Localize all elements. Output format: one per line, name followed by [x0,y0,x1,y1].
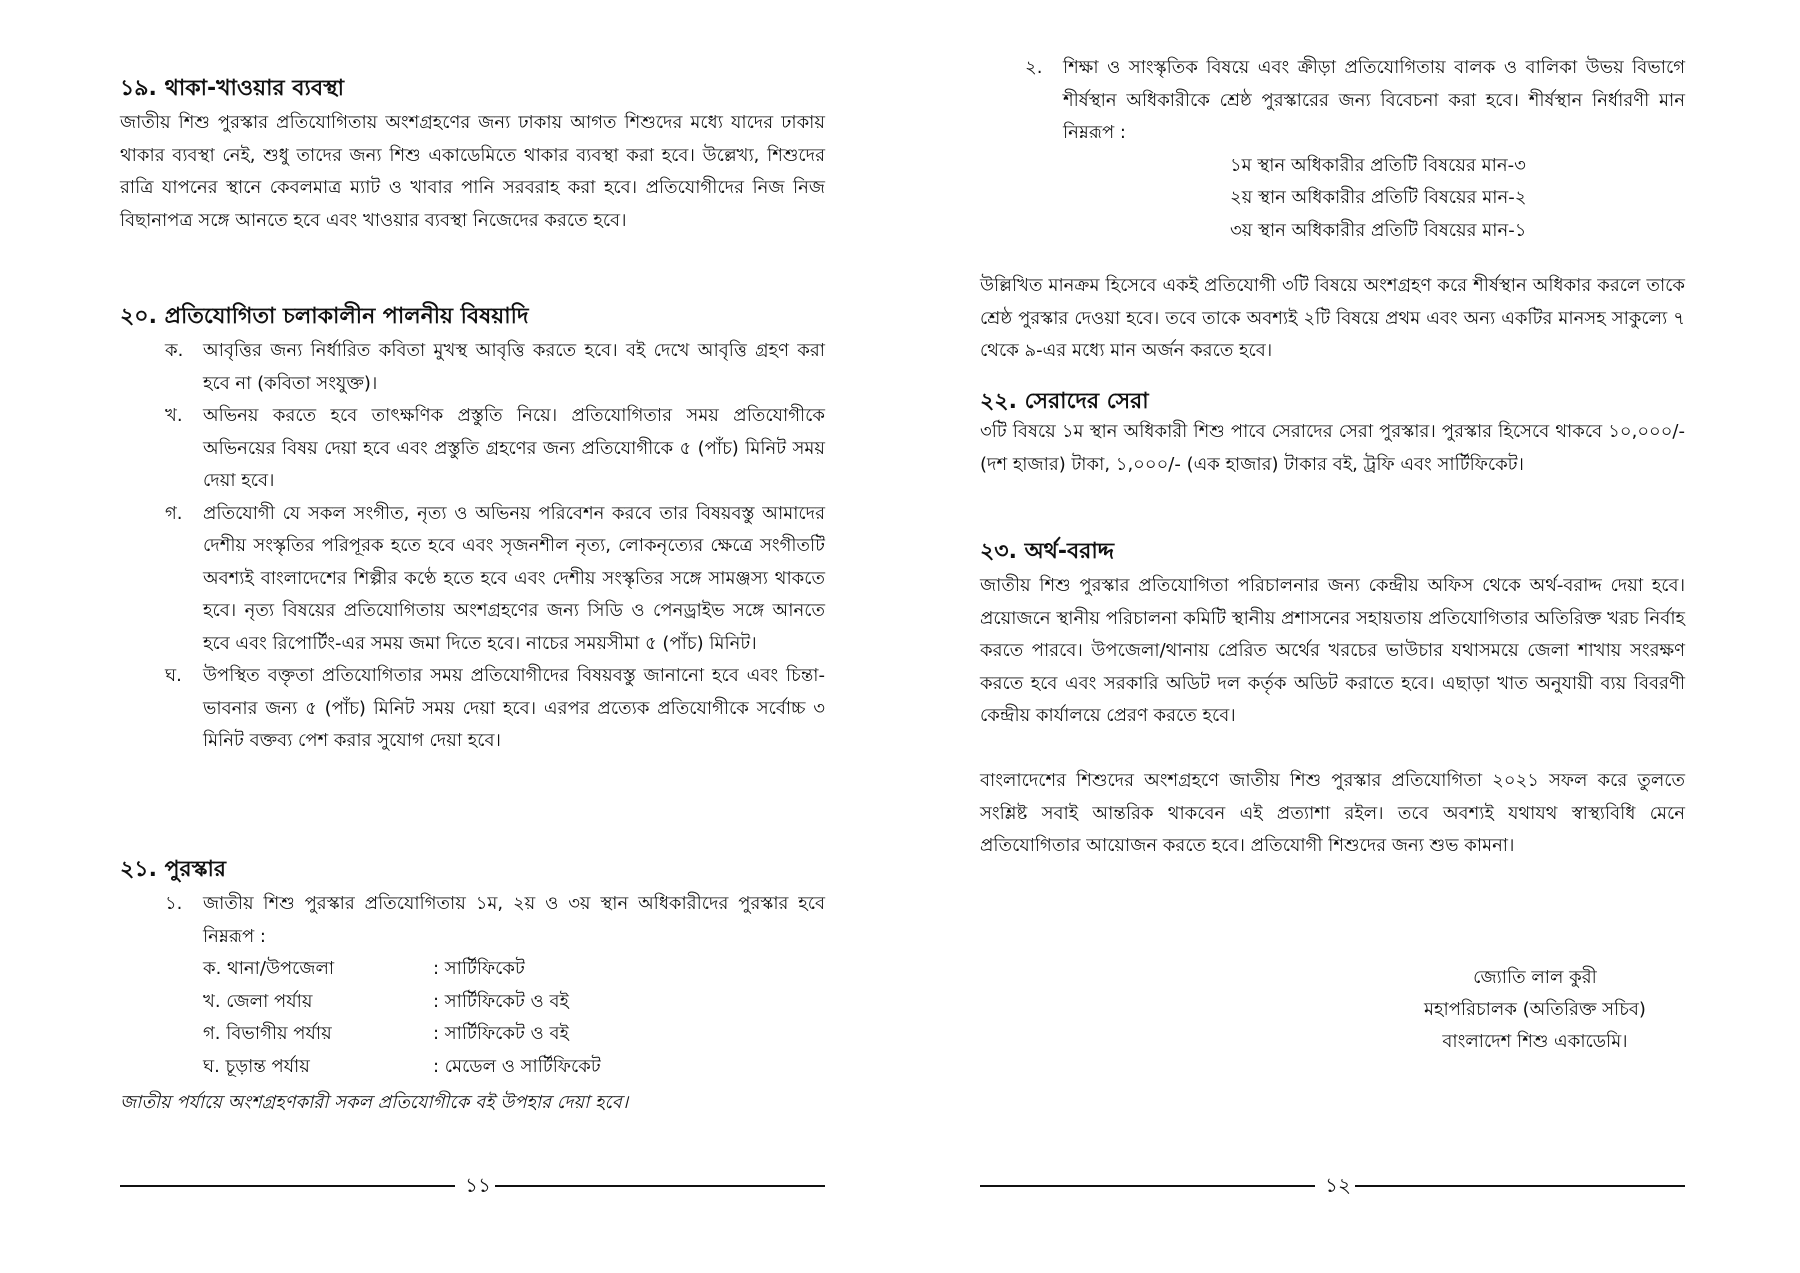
list-item [165,498,825,661]
section-21-note: জাতীয় পর্যায়ে অংশগ্রহণকারী সকল প্রতিযোগীকে বই উপহার দেয়া হবে। [120,1092,629,1113]
prize-award: : মেডেল ও সার্টিফিকেট [433,1055,601,1077]
section-22-body: ৩টি বিষয়ে ১ম স্থান অধিকারী শিশু পাবে সেরাদের সেরা পুরস্কার। পুরস্কার হিসেবে থাকবে ১০,০০০/- (দশ হাজার) টাকা, ১,০০০/- (এক হাজার) টাকার বই, ট্রফি এবং সার্টিফিকেট। [980,421,1685,475]
closing-paragraph: বাংলাদেশের শিশুদের অংশগ্রহণে জাতীয় শিশু পুরস্কার প্রতিযোগিতা ২০২১ সফল করে তুলতে সংশ্লিষ্ট সবাই আন্তরিক থাকবেন এই প্রত্যাশা রইল। তবে অবশ্যই যথাযথ স্বাস্থ্যবিধি মেনে প্রতিযোগিতার আয়োজন করতে হবে। প্রতিযোগী শিশুদের জন্য শুভ কামনা। [980,770,1685,856]
rank-value: ২য় স্থান অধিকারীর প্রতিটি বিষয়ের মান-২ [1230,187,1527,208]
item-marker: ২. [1025,57,1043,78]
item-text: অভিনয় করতে হবে তাৎক্ষণিক প্রস্তুতি নিয়ে। প্রতিযোগিতার সময় প্রতিযোগীকে অভিনয়ের বিষয় দেয়া হবে এবং প্রস্তুতি গ্রহণের জন্য প্রতিযোগীকে ৫ (পাঁচ) মিনিট সময় দেয়া হবে। [203,405,825,491]
page-footer [120,1171,825,1201]
right-page [980,0,1685,1273]
section-20-title: ২০. প্রতিযোগিতা চলাকালীন পালনীয় বিষয়াদি [120,304,529,329]
item-marker: ঘ. [165,665,182,686]
signatory-organization: বাংলাদেশ শিশু একাডেমি। [1442,1031,1628,1052]
prize-award: : সার্টিফিকেট [433,958,525,979]
item-marker: ক. [165,340,184,361]
section-21-title: ২১. পুরস্কার [120,857,226,882]
signatory-designation: মহাপরিচালক (অতিরিক্ত সচিব) [1424,999,1646,1020]
prize-level: ঘ. চূড়ান্ত পর্যায় [203,1055,310,1077]
prize-award: : সার্টিফিকেট ও বই [433,990,569,1012]
page-number: ১২ [1325,1173,1351,1197]
list-item [165,660,825,758]
left-page [120,0,825,1273]
list-item [1025,52,1685,150]
rank-value: ৩য় স্থান অধিকারীর প্রতিটি বিষয়ের মান-১ [1230,219,1527,241]
footer-rule [495,1185,825,1187]
prize-row [203,1018,825,1051]
ranking-note: উল্লিখিত মানক্রম হিসেবে একই প্রতিযোগী ৩টি বিষয়ে অংশগ্রহণ করে শীর্ষস্থান অধিকার করলে তাকে শ্রেষ্ঠ পুরস্কার দেওয়া হবে। তবে তাকে অবশ্যই ২টি বিষয়ে প্রথম এবং অন্য একটির মানসহ সাকুল্যে ৭ থেকে ৯-এর মধ্যে মান অর্জন করতে হবে। [980,275,1685,361]
prize-table [165,953,825,1083]
footer-rule [120,1185,455,1187]
section-21-list [165,888,825,1083]
list-item [165,888,825,953]
section-19-body: জাতীয় শিশু পুরস্কার প্রতিযোগিতায় অংশগ্রহণের জন্য ঢাকায় আগত শিশুদের মধ্যে যাদের ঢাকায় থাকার ব্যবস্থা নেই, শুধু তাদের জন্য শিশু একাডেমিতে থাকার ব্যবস্থা করা হবে। উল্লেখ্য, শিশুদের রাত্রি যাপনের স্থানে কেবলমাত্র ম্যাট ও খাবার পানি সরবরাহ করা হবে। প্রতিযোগীদের নিজ নিজ বিছানাপত্র সঙ্গে আনতে হবে এবং খাওয়ার ব্যবস্থা নিজেদের করতে হবে। [120,112,825,231]
section-23-body: জাতীয় শিশু পুরস্কার প্রতিযোগিতা পরিচালনার জন্য কেন্দ্রীয় অফিস থেকে অর্থ-বরাদ্দ দেয়া হবে। প্রয়োজনে স্থানীয় পরিচালনা কমিটি স্থানীয় প্রশাসনের সহায়তায় প্রতিযোগিতার অতিরিক্ত খরচ নির্বাহ করতে পারবে। উপজেলা/থানায় প্রেরিত অর্থের খরচের ভাউচার যথাসময়ে জেলা শাখায় সংরক্ষণ করতে হবে এবং সরকারি অডিট দল কর্তৃক অডিট করাতে হবে। এছাড়া খাত অনুযায়ী ব্যয় বিবরণী কেন্দ্রীয় কার্যালয়ে প্রেরণ করতে হবে। [980,575,1685,726]
prize-award: : সার্টিফিকেট ও বই [433,1023,569,1044]
prize-level: গ. বিভাগীয় পর্যায় [203,1023,332,1044]
item-text: আবৃত্তির জন্য নির্ধারিত কবিতা মুখস্থ আবৃত্তি করতে হবে। বই দেখে আবৃত্তি গ্রহণ করা হবে না (কবিতা সংযুক্ত)। [203,340,825,394]
item-marker: খ. [165,405,183,426]
item-marker: গ. [165,502,183,524]
footer-rule [980,1185,1315,1187]
section-23-title: ২৩. অর্থ-বরাদ্দ [980,539,1115,564]
section-20-list [165,335,825,758]
item-text: জাতীয় শিশু পুরস্কার প্রতিযোগিতায় ১ম, ২য় ও ৩য় স্থান অধিকারীদের পুরস্কার হবে নিম্নরূপ : [203,893,825,947]
item-text: প্রতিযোগী যে সকল সংগীত, নৃত্য ও অভিনয় পরিবেশন করবে তার বিষয়বস্তু আমাদের দেশীয় সংস্কৃতির পরিপূরক হতে হবে এবং সৃজনশীল নৃত্য, লোকনৃত্যের ক্ষেত্রে সংগীতটি অবশ্যই বাংলাদেশের শিল্পীর কণ্ঠে হতে হবে এবং দেশীয় সংস্কৃতির সঙ্গে সামঞ্জস্য থাকতে হবে। নৃত্য বিষয়ের প্রতিযোগিতায় অংশগ্রহণের জন্য সিডি ও পেনড্রাইভ সঙ্গে আনতে হবে এবং রিপোর্টিং-এর সময় জমা দিতে হবে। নাচের সময়সীমা ৫ (পাঁচ) মিনিট। [203,502,825,654]
prize-row [203,953,825,986]
prize-level: খ. জেলা পর্যায় [203,990,313,1012]
list-item [165,400,825,498]
list-item [165,335,825,400]
footer-rule [1355,1185,1685,1187]
page-footer [980,1171,1685,1201]
signatory-name: জ্যোতি লাল কুরী [1473,967,1597,988]
rank-value: ১ম স্থান অধিকারীর প্রতিটি বিষয়ের মান-৩ [1230,154,1526,176]
signature-block [1385,962,1685,1058]
item-text: উপস্থিত বক্তৃতা প্রতিযোগিতার সময় প্রতিযোগীদের বিষয়বস্তু জানানো হবে এবং চিন্তা-ভাবনার জন্য ৫ (পাঁচ) মিনিট সময় দেয়া হবে। এরপর প্রত্যেক প্রতিযোগীকে সর্বোচ্চ ৩ মিনিট বক্তব্য পেশ করার সুযোগ দেয়া হবে। [203,665,825,751]
section-19-title: ১৯. থাকা-খাওয়ার ব্যবস্থা [120,76,345,101]
section-21-continued [1025,52,1685,247]
page-number: ১১ [465,1173,491,1197]
prize-row [203,1051,825,1084]
prize-level: ক. থানা/উপজেলা [203,958,335,979]
section-22-title: ২২. সেরাদের সেরা [980,389,1149,414]
item-text: শিক্ষা ও সাংস্কৃতিক বিষয়ে এবং ক্রীড়া প্রতিযোগিতায় বালক ও বালিকা উভয় বিভাগে শীর্ষস্থান অধিকারীকে শ্রেষ্ঠ পুরস্কারের জন্য বিবেচনা করা হবে। শীর্ষস্থান নির্ধারণী মান নিম্নরূপ : [1063,57,1685,143]
item-marker: ১. [165,893,183,914]
prize-row [203,986,825,1019]
